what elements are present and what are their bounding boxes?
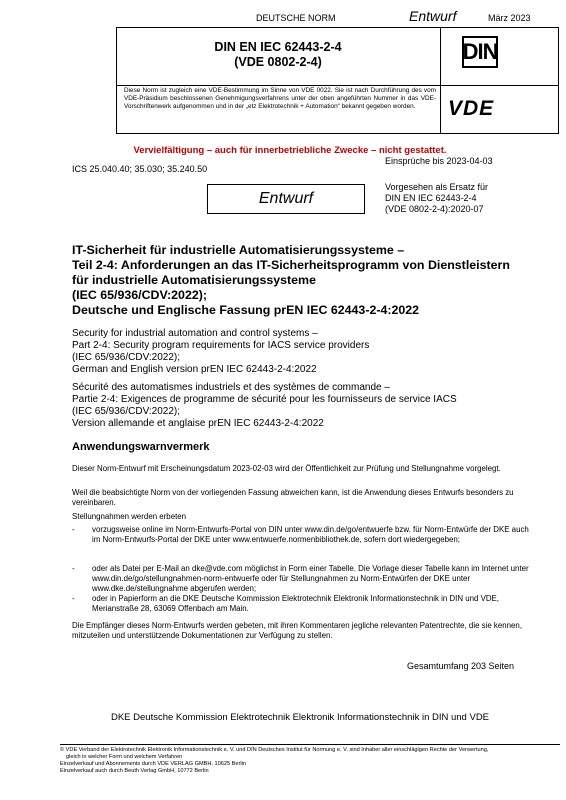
paragraph-comments-requested: Stellungnahmen werden erbeten bbox=[72, 512, 187, 521]
copyright-line: Einzelverkauf auch durch Beuth Verlag GmbH, 10772 Berlin bbox=[60, 768, 209, 774]
german-title-line: (IEC 65/936/CDV:2022); bbox=[72, 288, 207, 302]
replacement-line1: Vorgesehen als Ersatz für bbox=[385, 182, 489, 192]
list-item-text: oder als Datei per E-Mail an dke@vde.com möglichst in Form einer Tabelle. Die Vorlage dieser Tabelle kann im Internet unter www.din.de/go/stellungnahmen-norm-entwuerfe oder für Stellungnahmen zu Norm-Entwürfen der DKE unter www.dke.de/stellungnahme abgerufen werden; bbox=[92, 564, 529, 593]
frame-divider-vertical bbox=[440, 28, 441, 133]
german-title-line: für industrielle Automatisierungssysteme bbox=[72, 273, 316, 287]
german-title-line: Teil 2-4: Anforderungen an das IT-Sicherheitsprogramm von Dienstleistern bbox=[72, 258, 510, 272]
list-item-text: oder in Papierform an die DKE Deutsche Kommission Elektrotechnik Elektronik Informationstechnik in DIN und VDE, Merianstraße 28, 63069 Offenbach am Main. bbox=[92, 594, 499, 613]
french-title-line: Version allemande et anglaise prEN IEC 62443-2-4:2022 bbox=[72, 418, 324, 429]
copyright-notice bbox=[60, 747, 560, 775]
english-title bbox=[72, 328, 542, 376]
copyright-line: © VDE Verband der Elektrotechnik Elektronik Informationstechnik e. V. und DIN Deutsches Institut für Normung e. V. sind Inhaber aller einschlägigen Rechte der Verwertung, bbox=[60, 747, 489, 753]
standard-number-line1: DIN EN IEC 62443-2-4 bbox=[214, 40, 342, 54]
replacement-line3: (VDE 0802-2-4):2020-07 bbox=[385, 204, 484, 214]
english-title-line: Part 2-4: Security program requirements for IACS service providers bbox=[72, 340, 370, 351]
list-dash: - bbox=[72, 564, 75, 573]
copyright-line: Einzelverkauf und Abonnements durch VDE VERLAG GMBH, 10625 Berlin bbox=[60, 761, 246, 767]
draft-stamp: Entwurf bbox=[207, 184, 365, 214]
german-title-line: IT-Sicherheit für industrielle Automatisierungssysteme – bbox=[72, 243, 405, 257]
total-pages: Gesamtumfang 203 Seiten bbox=[407, 661, 515, 671]
french-title bbox=[72, 382, 542, 430]
vde-logo: VDE bbox=[448, 97, 495, 120]
replacement-note bbox=[385, 182, 535, 215]
footer-divider bbox=[60, 744, 560, 745]
french-title-line: Partie 2-4: Exigences de programme de sécurité pour les fournisseurs de service IACS bbox=[72, 394, 457, 405]
copyright-line: gleich in welcher Form und welchem Verfahren bbox=[66, 754, 183, 760]
reproduction-warning: Vervielfältigung – auch für innerbetriebliche Zwecke – nicht gestattet. bbox=[133, 145, 447, 156]
din-logo: DIN bbox=[462, 36, 498, 68]
dke-footer: DKE Deutsche Kommission Elektrotechnik Elektronik Informationstechnik in DIN und VDE bbox=[110, 712, 490, 723]
french-title-line: (IEC 65/936/CDV:2022); bbox=[72, 406, 181, 417]
list-dash: - bbox=[72, 525, 75, 534]
ics-codes: ICS 25.040.40; 35.030; 35.240.50 bbox=[72, 164, 208, 174]
section-heading: Anwendungswarnvermerk bbox=[72, 441, 210, 453]
paragraph-publication: Dieser Norm-Entwurf mit Erscheinungsdatum 2023-02-03 wird der Öffentlichkeit zur Prüfung und Stellungnahme vorgelegt. bbox=[72, 464, 501, 473]
paragraph-application: Weil die beabsichtigte Norm von der vorliegenden Fassung abweichen kann, ist die Anwendung dieses Entwurfs besonders zu vereinbaren. bbox=[72, 488, 514, 507]
replacement-line2: DIN EN IEC 62443-2-4 bbox=[385, 193, 477, 203]
standard-number-line2: (VDE 0802-2-4) bbox=[234, 55, 322, 69]
header-date: März 2023 bbox=[488, 13, 531, 23]
standard-number bbox=[117, 40, 439, 70]
paragraph-patent-rights: Die Empfänger dieses Norm-Entwurfs werden gebeten, mit ihren Kommentaren jegliche relevanten Patentrechte, die sie kennen, mitzuteilen und unterstützende Dokumentationen zur Verfügung zu stellen. bbox=[72, 621, 523, 640]
header-norm-label: DEUTSCHE NORM bbox=[256, 13, 336, 23]
german-title bbox=[72, 243, 542, 318]
english-title-line: German and English version prEN IEC 62443-2-4:2022 bbox=[72, 364, 317, 375]
vde-note: Diese Norm ist zugleich eine VDE-Bestimmung im Sinne von VDE 0022. Sie ist nach Durchführung des vom VDE-Präsidium beschlossenen Genehmigungsverfahrens unter der oben angeführten Nummer in das VDE-Vorschriftenwerk aufgenommen und in der „etz Elektrotechnik + Automation“ bekannt gegeben worden. bbox=[124, 87, 436, 110]
header-status: Entwurf bbox=[409, 8, 457, 24]
frame-divider-horizontal bbox=[117, 85, 558, 86]
objection-deadline: Einsprüche bis 2023-04-03 bbox=[385, 156, 493, 166]
english-title-line: (IEC 65/936/CDV:2022); bbox=[72, 352, 181, 363]
german-title-line: Deutsche und Englische Fassung prEN IEC 62443-2-4:2022 bbox=[72, 303, 420, 317]
list-item-text: vorzugsweise online im Norm-Entwurfs-Portal von DIN unter www.din.de/go/entwuerfe bzw. für Norm-Entwürfe der DKE auch im Norm-Entwurfs-Portal der DKE unter www.entwuerfe.normenbibliothek.de, sofern dort wiedergegeben; bbox=[92, 525, 529, 544]
french-title-line: Sécurité des automatismes industriels et des systèmes de commande – bbox=[72, 382, 390, 393]
english-title-line: Security for industrial automation and control systems – bbox=[72, 328, 318, 339]
list-dash: - bbox=[72, 594, 75, 603]
